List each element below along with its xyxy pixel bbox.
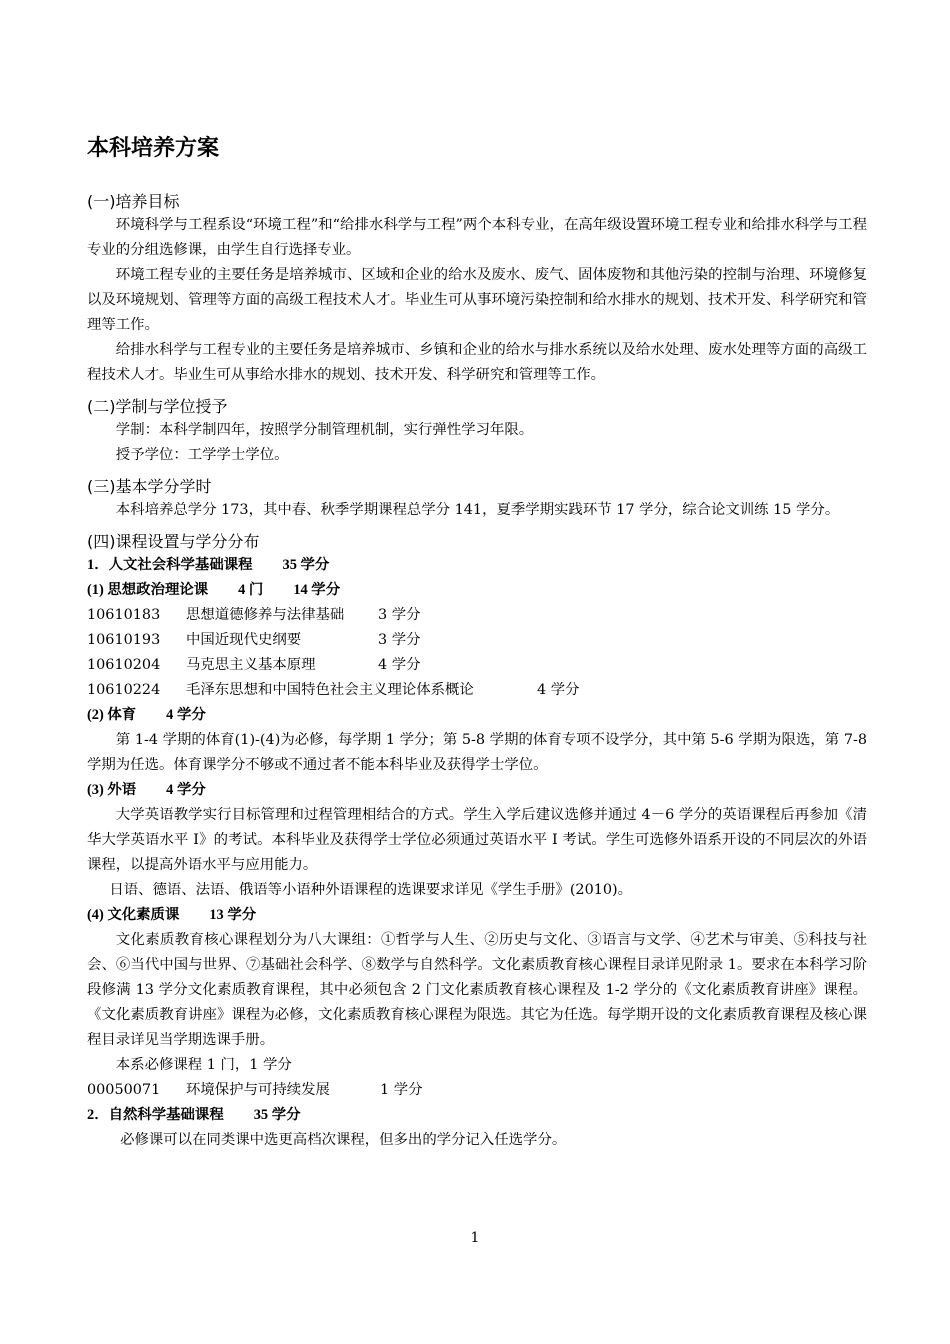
paragraph: 第 1-4 学期的体育(1)-(4)为必修，每学期 1 学分；第 5-8 学期的体育专项不设学分，其中第 5-6 学期为限选，第 7-8 学期为任选。体育课学分不够或不通过者不能本科毕业及获得学士学位。 — [87, 732, 867, 773]
course-row — [87, 603, 867, 628]
group-name: 1．人文社会科学基础课程 — [87, 557, 253, 573]
course-group-title — [87, 1103, 867, 1128]
paragraph: 授予学位：工学学士学位。 — [115, 447, 289, 463]
paragraph: 环境工程专业的主要任务是培养城市、区域和企业的给水及废水、废气、固体废物和其他污染的控制与治理、环境修复以及环境规划、管理等方面的高级工程技术人才。毕业生可从事环境污染控制和给水排水的规划、技术开发、科学研究和管理等工作。 — [87, 267, 867, 333]
section-heading-degree: (二)学制与学位授予 — [87, 397, 228, 416]
course-code: 00050071 — [87, 1082, 161, 1098]
page-title: 本科培养方案 — [87, 136, 220, 161]
course-code: 10610204 — [87, 657, 161, 673]
subgroup-credits: 14 学分 — [293, 582, 341, 598]
paragraph: 本科培养总学分 173，其中春、秋季学期课程总学分 141，夏季学期实践环节 17 学分，综合论文训练 15 学分。 — [115, 502, 840, 518]
course-code: 10610224 — [87, 682, 161, 698]
subgroup-title — [87, 578, 867, 603]
group-name: 2．自然科学基础课程 — [87, 1107, 224, 1123]
course-name: 毛泽东思想和中国特色社会主义理论体系概论 — [186, 682, 474, 698]
subgroup-count: 4 门 — [238, 582, 264, 598]
course-credits: 4 学分 — [378, 657, 421, 673]
subgroup-credits: 13 学分 — [209, 907, 257, 923]
subgroup-name: (4) 文化素质课 — [87, 907, 180, 923]
section-heading-courses: (四)课程设置与学分分布 — [87, 532, 260, 551]
paragraph: 学制：本科学制四年，按照学分制管理机制，实行弹性学习年限。 — [115, 422, 534, 438]
course-group-title — [87, 553, 867, 578]
page-number: 1 — [470, 1230, 480, 1246]
subgroup-title — [87, 903, 867, 928]
course-row — [87, 653, 867, 678]
paragraph: 环境科学与工程系设“环境工程”和“给排水科学与工程”两个本科专业，在高年级设置环境工程专业和给排水科学与工程专业的分组选修课，由学生自行选择专业。 — [87, 217, 867, 258]
course-row — [87, 1078, 867, 1103]
subgroup-credits: 4 学分 — [166, 707, 206, 723]
group-credits: 35 学分 — [253, 1107, 301, 1123]
course-credits: 3 学分 — [378, 607, 421, 623]
subgroup-title — [87, 778, 867, 803]
subgroup-title — [87, 703, 867, 728]
course-name: 环境保护与可持续发展 — [186, 1082, 330, 1098]
course-row — [87, 628, 867, 653]
course-name: 思想道德修养与法律基础 — [186, 607, 345, 623]
document-body — [87, 134, 867, 1153]
paragraph: 本系必修课程 1 门，1 学分 — [115, 1057, 292, 1073]
paragraph: 日语、德语、法语、俄语等小语种外语课程的选课要求详见《学生手册》(2010)。 — [109, 882, 633, 898]
course-name: 中国近现代史纲要 — [186, 632, 302, 648]
course-credits: 1 学分 — [380, 1082, 423, 1098]
section-heading-credits: (三)基本学分学时 — [87, 477, 212, 496]
section-heading-objectives: (一)培养目标 — [87, 192, 180, 211]
subgroup-credits: 4 学分 — [166, 782, 206, 798]
course-credits: 4 学分 — [537, 682, 580, 698]
subgroup-name: (3) 外语 — [87, 782, 137, 798]
subgroup-name: (1) 思想政治理论课 — [87, 582, 209, 598]
group-credits: 35 学分 — [282, 557, 330, 573]
course-credits: 3 学分 — [378, 632, 421, 648]
course-code: 10610183 — [87, 607, 161, 623]
course-row — [87, 678, 867, 703]
course-code: 10610193 — [87, 632, 161, 648]
paragraph: 大学英语教学实行目标管理和过程管理相结合的方式。学生入学后建议选修并通过 4－6 学分的英语课程后再参加《清华大学英语水平 I》的考试。本科毕业及获得学士学位必须通过英语水平 I 考试。学生可选修外语系开设的不同层次的外语课程，以提高外语水平与应用能力。 — [87, 807, 867, 873]
course-name: 马克思主义基本原理 — [186, 657, 316, 673]
paragraph: 文化素质教育核心课程划分为八大课组：①哲学与人生、②历史与文化、③语言与文学、④艺术与审美、⑤科技与社会、⑥当代中国与世界、⑦基础社会科学、⑧数学与自然科学。文化素质教育核心课程目录详见附录 1。要求在本科学习阶段修满 13 学分文化素质教育课程，其中必须包含 2 门文化素质教育核心课程及 1-2 学分的《文化素质教育讲座》课程。《文化素质教育讲座》课程为必修，文化素质教育核心课程为限选。其它为任选。每学期开设的文化素质教育课程及核心课程目录详见当学期选课手册。 — [87, 932, 867, 1048]
paragraph: 给排水科学与工程专业的主要任务是培养城市、乡镇和企业的给水与排水系统以及给水处理、废水处理等方面的高级工程技术人才。毕业生可从事给水排水的规划、技术开发、科学研究和管理等工作。 — [87, 342, 867, 383]
paragraph: 必修课可以在同类课中选更高档次课程，但多出的学分记入任选学分。 — [120, 1132, 567, 1148]
subgroup-name: (2) 体育 — [87, 707, 137, 723]
